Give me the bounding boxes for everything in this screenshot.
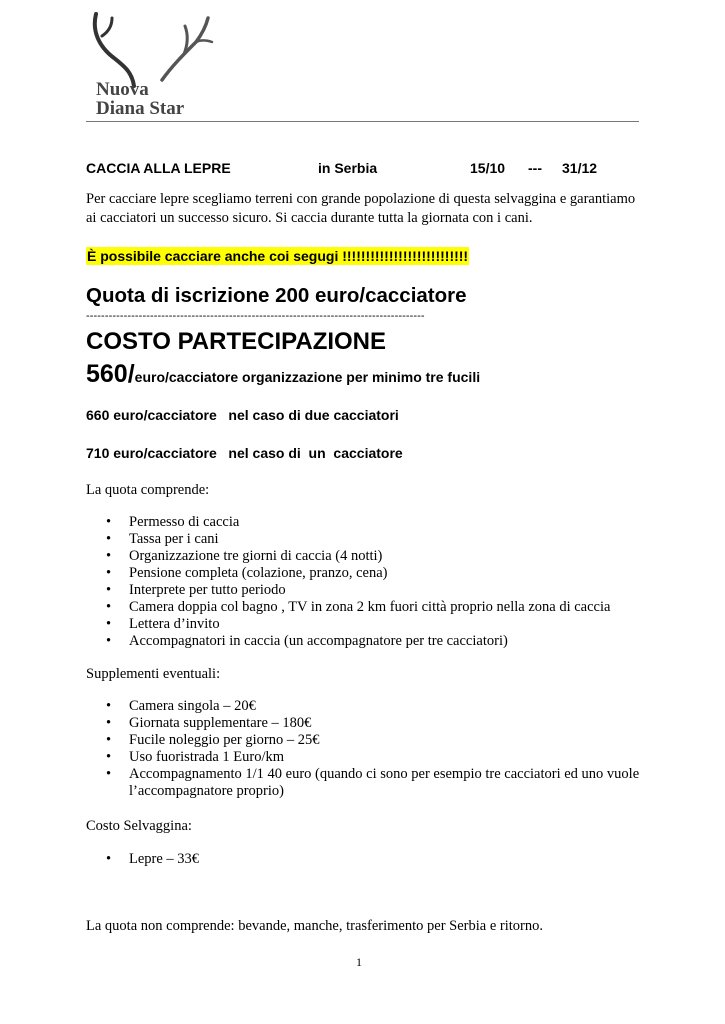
bullet-icon: • [106,582,112,598]
logo-line-1: Nuova [96,79,149,100]
list-item-text: Interprete per tutto periodo [129,582,286,598]
list-item-text: Tassa per i cani [129,531,219,547]
list-item-text: Accompagnatori in caccia (un accompagnatore per tre cacciatori) [129,633,508,649]
header-divider [86,121,639,122]
list-item-text: Accompagnamento 1/1 40 euro (quando ci sono per esempio tre cacciatori ed uno vuole l’accompagnatore proprio) [129,766,640,799]
bullet-icon: • [106,749,112,765]
title-date-start: 15/10 [470,160,506,176]
title-label: CACCIA ALLA LEPRE [86,160,231,176]
title-location: in Serbia [318,160,378,176]
antler-icon [88,10,218,90]
list-item [86,851,656,868]
bullet-icon: • [106,633,112,649]
list-item [86,548,656,565]
list-item [86,715,646,732]
list-item [86,582,656,599]
title-date-end: 31/12 [562,160,598,176]
registration-fee: Quota di iscrizione 200 euro/cacciatore [86,284,467,307]
list-item [86,565,656,582]
game-cost-label: Costo Selvaggina: [86,818,192,834]
list-item-text: Uso fuoristrada 1 Euro/km [129,749,285,765]
list-item [86,732,646,749]
price-main-text: euro/cacciatore organizzazione per minimo tre fucili [134,369,481,385]
not-included-note: La quota non comprende: bevande, manche, trasferimento per Serbia e ritorno. [86,918,543,934]
bullet-icon: • [106,732,112,748]
list-item-text: Pensione completa (colazione, pranzo, cena) [129,565,388,581]
list-item-text: Fucile noleggio per giorno – 25€ [129,732,320,748]
logo-text [96,80,184,118]
bullet-icon: • [106,548,112,564]
list-item [86,599,656,616]
bullet-icon: • [106,531,112,547]
price-two-hunters: 660 euro/cacciatore nel caso di due cacciatori [86,407,399,423]
bullet-icon: • [106,851,112,867]
list-item-text: Lettera d’invito [129,616,220,632]
list-item [86,514,656,531]
includes-label: La quota comprende: [86,482,210,498]
list-item-text: Organizzazione tre giorni di caccia (4 notti) [129,548,383,564]
title-separator: --- [528,160,542,176]
price-main [86,360,480,389]
list-item-text: Lepre – 33€ [129,851,200,867]
title-row [86,160,646,178]
price-one-hunter: 710 euro/cacciatore nel caso di un cacciatore [86,445,403,461]
game-cost-list [86,851,656,868]
list-item [86,749,646,766]
list-item-text: Camera singola – 20€ [129,698,256,714]
price-main-amount: 560/ [86,360,135,388]
list-item [86,531,656,548]
bullet-icon: • [106,698,112,714]
supplements-label: Supplementi eventuali: [86,666,221,682]
logo-line-2: Diana Star [96,98,185,119]
company-logo [88,10,218,119]
list-item [86,616,656,633]
list-item [86,698,646,715]
dash-separator: ------------------------------------------------------------------------------------------ [86,310,425,322]
bullet-icon: • [106,616,112,632]
intro-paragraph: Per cacciare lepre scegliamo terreni con grande popolazione di questa selvaggina e garantiamo ai cacciatori un successo sicuro. Si caccia durante tutta la giornata con i cani. [86,191,636,226]
bullet-icon: • [106,599,112,615]
list-item [86,766,646,800]
list-item [86,633,656,650]
highlight-note: È possibile cacciare anche coi segugi !!!!!!!!!!!!!!!!!!!!!!!!!!! [87,248,469,264]
supplements-list [86,698,646,800]
bullet-icon: • [106,715,112,731]
bullet-icon: • [106,514,112,530]
bullet-icon: • [106,766,112,782]
page-number: 1 [356,955,362,969]
list-item-text: Permesso di caccia [129,514,240,530]
list-item-text: Giornata supplementare – 180€ [129,715,312,731]
includes-list [86,514,656,650]
cost-heading: COSTO PARTECIPAZIONE [86,328,387,355]
list-item-text: Camera doppia col bagno , TV in zona 2 km fuori città proprio nella zona di caccia [129,599,611,615]
bullet-icon: • [106,565,112,581]
